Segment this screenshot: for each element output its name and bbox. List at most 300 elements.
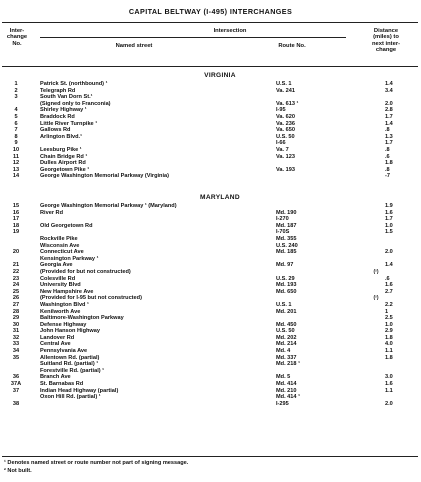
interchange-number: 9 <box>14 140 18 147</box>
named-street: Chain Bridge Rd ¹ <box>40 153 88 160</box>
distance-value: 2.7 <box>385 288 393 295</box>
route-number-cell <box>276 322 342 329</box>
route-number <box>276 203 277 209</box>
table-row <box>0 173 421 180</box>
route-number: U.S. 29 <box>276 275 295 282</box>
distance-value: 2.9 <box>385 328 393 335</box>
route-number-cell <box>276 315 342 322</box>
header-named-street: Named street <box>115 43 153 49</box>
table-row <box>0 401 421 408</box>
named-street: Oxon Hill Rd. (partial) ¹ <box>40 394 101 401</box>
route-number-cell <box>276 256 342 263</box>
bottom-rule <box>2 456 418 457</box>
interchange-number: 7 <box>14 127 18 134</box>
distance-value: .8 <box>385 127 390 134</box>
route-number-cell <box>276 236 342 243</box>
interchange-number: 20 <box>12 249 20 256</box>
route-number-cell <box>276 401 342 408</box>
interchange-number: 35 <box>12 354 20 361</box>
interchange-number: 19 <box>12 229 20 236</box>
route-number: Md. 185 <box>276 249 297 256</box>
table-row <box>0 249 421 256</box>
route-number: Va. 193 <box>276 166 295 173</box>
interchange-number: 3 <box>14 94 18 101</box>
section-heading-maryland: MARYLAND <box>200 194 240 201</box>
named-street: St. Barnabas Rd <box>40 381 84 388</box>
distance-value: 2.8 <box>385 107 393 114</box>
route-number-cell <box>276 394 342 401</box>
route-number-cell <box>276 381 342 388</box>
distance-value: 1.1 <box>385 387 393 394</box>
route-number-cell <box>276 88 342 95</box>
table-row <box>0 295 421 302</box>
interchange-number: 22 <box>12 268 20 275</box>
table-row <box>0 335 421 342</box>
distance-value: 1.8 <box>385 334 393 341</box>
table-row <box>0 167 421 174</box>
route-number <box>276 368 277 374</box>
named-street-cell <box>40 262 272 269</box>
named-street: Rockville Pike <box>40 235 78 242</box>
named-street: Telegraph Rd <box>40 87 76 94</box>
table-title: CAPITAL BELTWAY (I-495) INTERCHANGES <box>128 7 293 16</box>
distance-value: 1.4 <box>385 81 393 87</box>
route-number: Va. 236 <box>276 120 295 127</box>
header-intersection: Intersection <box>213 28 247 34</box>
distance-value: 2.0 <box>385 100 393 107</box>
route-number: U.S. 1 <box>276 81 292 87</box>
interchange-number: 16 <box>12 209 20 216</box>
table-row <box>0 223 421 230</box>
interchange-number: 37 <box>12 387 20 394</box>
named-street-cell <box>40 256 272 263</box>
interchange-number: 14 <box>12 173 20 180</box>
route-number: Md. 650 <box>276 288 297 295</box>
header-bottom-rule <box>2 66 418 67</box>
named-street: (Signed only to Franconia) <box>40 100 111 107</box>
distance-value: .6 <box>385 275 390 282</box>
route-number-cell <box>276 355 342 362</box>
distance-value: 4.0 <box>385 341 393 348</box>
route-number: I-95 <box>276 107 286 114</box>
intersection-rule <box>40 37 346 38</box>
table-row <box>0 309 421 316</box>
interchange-number: 24 <box>12 282 20 289</box>
route-number: Md. 4 <box>276 348 291 355</box>
header-interchange-no: Inter- change No. <box>6 28 28 47</box>
named-street: Braddock Rd <box>40 113 75 120</box>
route-number: Md. 201 <box>276 308 297 315</box>
named-street-cell <box>40 203 272 210</box>
route-number: Va. 620 <box>276 113 295 120</box>
table-row <box>0 101 421 108</box>
named-street-cell <box>40 81 272 88</box>
table-row <box>0 289 421 296</box>
distance-value: 1.6 <box>385 381 393 388</box>
named-street: Suitland Rd. (partial) ¹ <box>40 361 99 368</box>
route-number-cell <box>276 81 342 88</box>
named-street: Indian Head Highway (partial) <box>40 387 119 394</box>
named-street <box>40 229 41 235</box>
route-number: U.S. 240 <box>276 242 298 249</box>
interchange-number: 12 <box>12 160 20 167</box>
interchange-number: 27 <box>12 301 20 308</box>
named-street: Pennsylvania Ave <box>40 348 88 355</box>
distance-value: 3.0 <box>385 374 393 381</box>
named-street: Dulles Airport Rd <box>40 160 86 167</box>
named-street: Kensington Parkway ¹ <box>40 255 99 262</box>
interchange-number: 18 <box>12 222 20 229</box>
footnote-2: ² Not built. <box>4 468 32 474</box>
route-number: I-270 <box>276 216 289 223</box>
named-street-cell <box>40 335 272 342</box>
route-number-cell <box>276 282 342 289</box>
route-number: Md. 202 <box>276 334 297 341</box>
named-street: South Van Dorn St.¹ <box>40 94 93 101</box>
table-row <box>0 341 421 348</box>
route-number-cell <box>276 295 342 302</box>
route-number: U.S. 50 <box>276 133 295 140</box>
named-street-cell <box>40 173 272 180</box>
named-street: Leesburg Pike ¹ <box>40 146 82 153</box>
named-street-cell <box>40 309 272 316</box>
table-row <box>0 94 421 101</box>
distance-value: .8 <box>385 166 390 173</box>
named-street: Washington Blvd ¹ <box>40 301 89 308</box>
named-street-cell <box>40 236 272 243</box>
named-street-cell <box>40 134 272 141</box>
route-number-cell <box>276 154 342 161</box>
interchange-number: 26 <box>12 295 20 302</box>
distance-value: 1.5 <box>385 229 393 236</box>
table-row <box>0 160 421 167</box>
table-row <box>0 381 421 388</box>
named-street: Georgia Ave <box>40 262 73 269</box>
named-street-cell <box>40 394 272 401</box>
interchange-number: 4 <box>14 107 18 114</box>
route-number-cell <box>276 134 342 141</box>
table-row <box>0 203 421 210</box>
route-number-cell <box>276 262 342 269</box>
distance-value: 1.4 <box>385 120 393 127</box>
route-number: Md. 214 <box>276 341 297 348</box>
named-street-cell <box>40 328 272 335</box>
table-row <box>0 368 421 375</box>
route-number <box>276 315 277 321</box>
named-street: Wisconsin Ave <box>40 242 80 249</box>
table-row <box>0 328 421 335</box>
distance-value: 1.4 <box>385 262 393 269</box>
section-heading-virginia: VIRGINIA <box>204 72 236 79</box>
route-number <box>276 269 277 275</box>
route-number: I-295 <box>276 400 289 407</box>
table-row <box>0 81 421 88</box>
table-row <box>0 256 421 263</box>
route-number-cell <box>276 361 342 368</box>
named-street: New Hampshire Ave <box>40 288 94 295</box>
named-street-cell <box>40 160 272 167</box>
named-street: Central Ave <box>40 341 71 348</box>
interchange-number: 34 <box>12 348 20 355</box>
named-street: John Hanson Highway <box>40 328 100 335</box>
route-number: Md. 450 <box>276 321 297 328</box>
distance-value: 1 <box>385 308 389 315</box>
named-street <box>40 140 41 146</box>
named-street-cell <box>40 348 272 355</box>
header-distance: Distance (miles) to next inter- change <box>371 28 401 54</box>
named-street: Old Georgetown Rd <box>40 222 93 229</box>
interchange-number: 32 <box>12 334 20 341</box>
table-row <box>0 134 421 141</box>
table-row <box>0 388 421 395</box>
interchange-number: 30 <box>12 321 20 328</box>
named-street-cell <box>40 94 272 101</box>
table-row <box>0 315 421 322</box>
distance-value: 1.6 <box>385 209 393 216</box>
route-number-cell <box>276 94 342 101</box>
named-street: (Provided for but not constructed) <box>40 268 131 275</box>
table-row <box>0 394 421 401</box>
distance-value: 1.8 <box>385 354 393 361</box>
named-street <box>40 216 41 222</box>
distance-value: 2.0 <box>385 249 393 256</box>
route-number-cell <box>276 289 342 296</box>
interchange-number: 31 <box>12 328 20 335</box>
table-row <box>0 322 421 329</box>
table-row <box>0 88 421 95</box>
interchange-number: 15 <box>12 203 20 209</box>
route-number-cell <box>276 121 342 128</box>
table-row <box>0 243 421 250</box>
named-street-cell <box>40 121 272 128</box>
interchange-number: 1 <box>14 81 18 87</box>
route-number-cell <box>276 302 342 309</box>
named-street: George Washington Memorial Parkway (Virginia) <box>40 173 169 180</box>
named-street: Landover Rd <box>40 334 75 341</box>
distance-value: 2.2 <box>385 301 393 308</box>
interchange-number: 23 <box>12 275 20 282</box>
route-number: U.S. 50 <box>276 328 295 335</box>
table-row <box>0 229 421 236</box>
route-number: Md. 414 <box>276 381 297 388</box>
route-number: Md. 193 <box>276 282 297 289</box>
distance-value: .8 <box>385 146 390 153</box>
route-number-cell <box>276 101 342 108</box>
route-number-cell <box>276 335 342 342</box>
named-street: Shirley Highway ¹ <box>40 107 87 114</box>
table-row <box>0 262 421 269</box>
named-street-cell <box>40 127 272 134</box>
route-number-cell <box>276 167 342 174</box>
footnote-ref: (²) <box>373 295 379 302</box>
table-row <box>0 302 421 309</box>
route-number: I-70S <box>276 229 290 236</box>
named-street: Patrick St. (northbound) ¹ <box>40 81 108 87</box>
route-number-cell <box>276 309 342 316</box>
table-row <box>0 236 421 243</box>
distance-value: -7 <box>385 173 390 180</box>
table-row <box>0 127 421 134</box>
table-row <box>0 114 421 121</box>
route-number: U.S. 1 <box>276 301 292 308</box>
route-number-cell <box>276 348 342 355</box>
named-street-cell <box>40 361 272 368</box>
route-number: Va. 613 ¹ <box>276 100 299 107</box>
named-street-cell <box>40 243 272 250</box>
named-street-cell <box>40 107 272 114</box>
named-street-cell <box>40 295 272 302</box>
table-row <box>0 269 421 276</box>
named-street: University Blvd <box>40 282 81 289</box>
named-street-cell <box>40 154 272 161</box>
route-number: Md. 414 ¹ <box>276 394 300 401</box>
route-number: Md. 337 <box>276 354 297 361</box>
footnote-1: ¹ Denotes named street or route number not part of signing message. <box>4 460 189 466</box>
route-number: Md. 210 <box>276 387 297 394</box>
route-number-cell <box>276 249 342 256</box>
named-street-cell <box>40 302 272 309</box>
interchange-number: 38 <box>12 400 20 407</box>
route-number: Va. 123 <box>276 153 295 160</box>
named-street-cell <box>40 229 272 236</box>
named-street: Connecticut Ave <box>40 249 84 256</box>
named-street-cell <box>40 401 272 408</box>
interchange-number: 17 <box>12 216 20 223</box>
table-row <box>0 140 421 147</box>
route-number <box>276 256 277 262</box>
named-street-cell <box>40 216 272 223</box>
named-street: Baltimore-Washington Parkway <box>40 315 124 322</box>
named-street-cell <box>40 368 272 375</box>
route-number-cell <box>276 107 342 114</box>
route-number-cell <box>276 147 342 154</box>
table-row <box>0 107 421 114</box>
route-number-cell <box>276 368 342 375</box>
named-street-cell <box>40 381 272 388</box>
named-street-cell <box>40 114 272 121</box>
footnote-ref: (²) <box>373 268 379 275</box>
top-rule <box>2 22 418 23</box>
interchange-number: 8 <box>14 133 18 140</box>
route-number-cell <box>276 203 342 210</box>
route-number <box>276 94 277 100</box>
route-number: Md. 218 ¹ <box>276 361 300 368</box>
route-number-cell <box>276 173 342 180</box>
table-row <box>0 361 421 368</box>
named-street-cell <box>40 276 272 283</box>
named-street-cell <box>40 167 272 174</box>
route-number-cell <box>276 388 342 395</box>
named-street-cell <box>40 355 272 362</box>
named-street: Colesville Rd <box>40 275 76 282</box>
distance-value: 1.7 <box>385 113 393 120</box>
named-street: Defense Highway <box>40 321 87 328</box>
distance-value: 1.1 <box>385 348 393 355</box>
named-street: Gallows Rd <box>40 127 71 134</box>
interchange-number: 2 <box>14 87 18 94</box>
route-number: Va. 650 <box>276 127 295 134</box>
table-row <box>0 121 421 128</box>
table-row <box>0 282 421 289</box>
named-street: River Rd <box>40 209 64 216</box>
route-number: Va. 241 <box>276 87 295 94</box>
route-number-cell <box>276 127 342 134</box>
named-street: Allentown Rd. (partial) <box>40 354 100 361</box>
distance-value: 1.8 <box>385 160 393 167</box>
table-row <box>0 147 421 154</box>
interchange-number: 25 <box>12 288 20 295</box>
named-street-cell <box>40 101 272 108</box>
distance-value: 3.4 <box>385 87 393 94</box>
route-number: Va. 7 <box>276 146 289 153</box>
interchange-number: 36 <box>12 374 20 381</box>
named-street: Kenilworth Ave <box>40 308 81 315</box>
route-number: I-66 <box>276 140 286 147</box>
maryland-rows <box>0 203 421 407</box>
named-street-cell <box>40 341 272 348</box>
interchange-number: 13 <box>12 166 20 173</box>
distance-value: 1.0 <box>385 321 393 328</box>
distance-value: 2.5 <box>385 315 393 322</box>
route-number <box>276 160 277 166</box>
header-route-no: Route No. <box>278 43 306 49</box>
named-street: George Washington Memorial Parkway ¹ (Maryland) <box>40 203 177 209</box>
named-street: Georgetown Pike ¹ <box>40 166 90 173</box>
distance-value: 2.0 <box>385 400 393 407</box>
route-number-cell <box>276 269 342 276</box>
named-street: (Provided for I-95 but not constructed) <box>40 295 142 302</box>
route-number-cell <box>276 374 342 381</box>
named-street-cell <box>40 289 272 296</box>
named-street-cell <box>40 322 272 329</box>
named-street-cell <box>40 140 272 147</box>
virginia-rows <box>0 81 421 180</box>
named-street-cell <box>40 249 272 256</box>
route-number-cell <box>276 223 342 230</box>
route-number-cell <box>276 328 342 335</box>
route-number: Md. 5 <box>276 374 291 381</box>
interchange-number: 28 <box>12 308 20 315</box>
interchange-number: 5 <box>14 113 18 120</box>
route-number-cell <box>276 276 342 283</box>
interchange-number: 37A <box>10 381 22 388</box>
named-street: Forestville Rd. (partial) ¹ <box>40 367 105 374</box>
route-number-cell <box>276 216 342 223</box>
route-number-cell <box>276 243 342 250</box>
table-row <box>0 216 421 223</box>
distance-value: 1.7 <box>385 216 393 223</box>
distance-value: .6 <box>385 153 390 160</box>
route-number: Md. 97 <box>276 262 294 269</box>
distance-value: 1.3 <box>385 133 393 140</box>
route-number: Md. 355 <box>276 235 297 242</box>
interchange-number: 21 <box>12 262 20 269</box>
table-row <box>0 210 421 217</box>
route-number: Md. 187 <box>276 222 297 229</box>
named-street-cell <box>40 282 272 289</box>
named-street-cell <box>40 388 272 395</box>
named-street <box>40 401 41 407</box>
table-row <box>0 355 421 362</box>
route-number-cell <box>276 229 342 236</box>
interchange-number: 10 <box>12 146 20 153</box>
table-row <box>0 374 421 381</box>
interchange-number: 29 <box>12 315 20 322</box>
table-row <box>0 348 421 355</box>
distance-value: 1.0 <box>385 222 393 229</box>
interchange-number: 33 <box>12 341 20 348</box>
route-number-cell <box>276 341 342 348</box>
